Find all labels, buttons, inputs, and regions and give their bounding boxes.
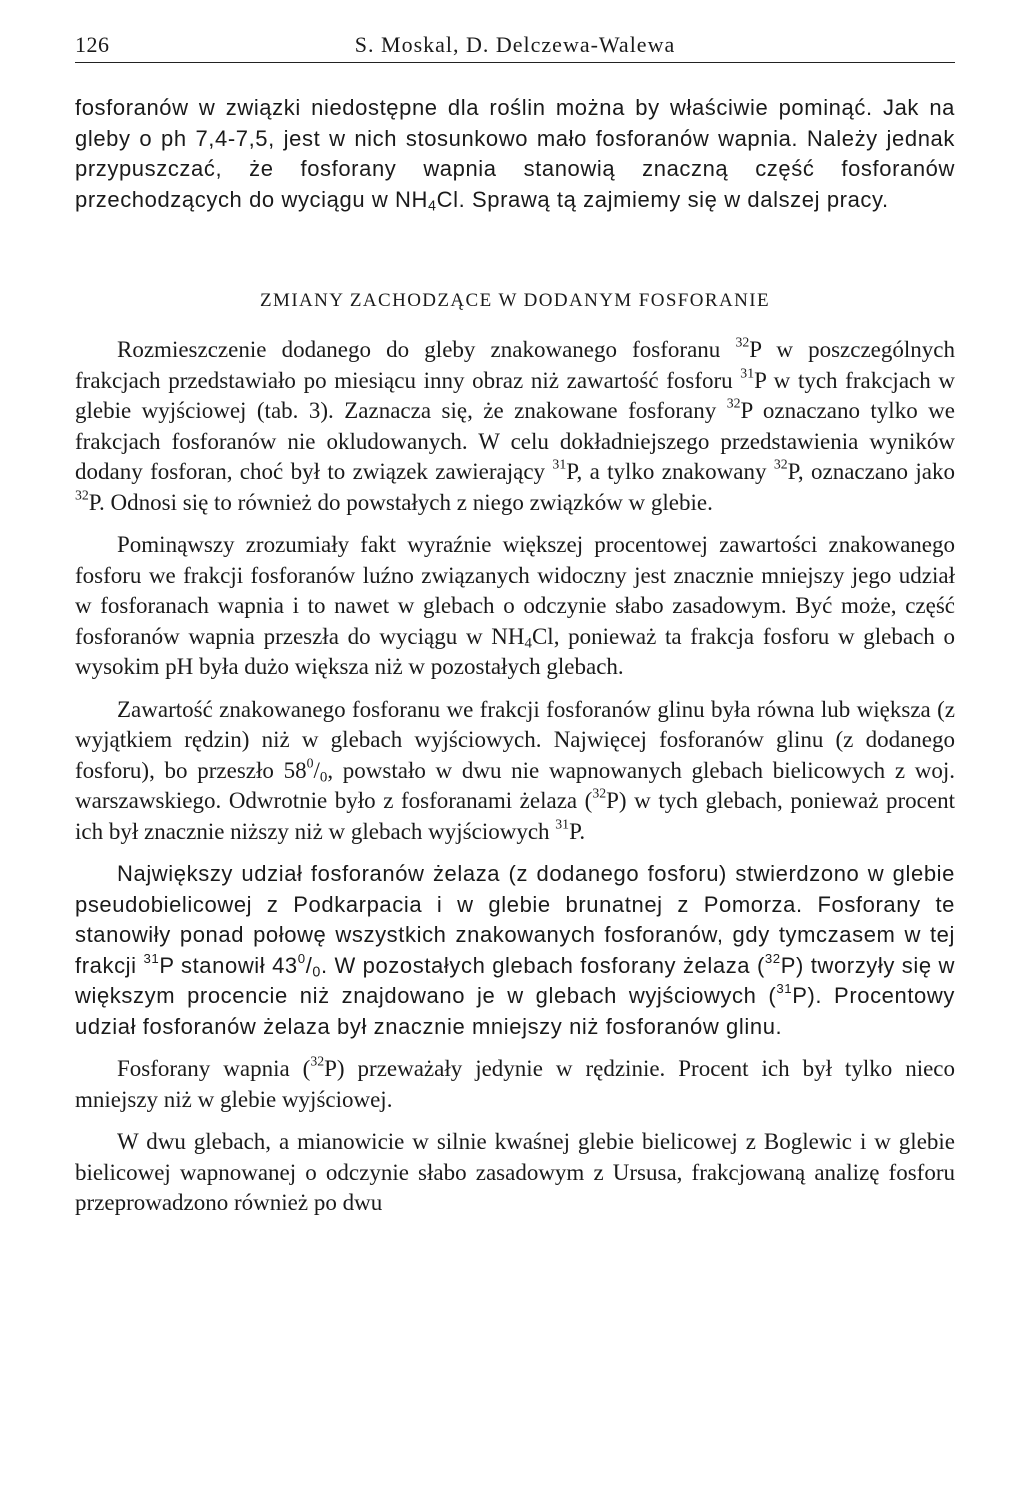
subscript: 4	[428, 198, 437, 215]
text-run: P w tych frakcjach w glebie wyjściowej (tab. 3). Zaznacza się, że znakowane fosforany	[75, 367, 955, 423]
section-body	[75, 335, 955, 1219]
paragraph-2	[75, 530, 955, 683]
superscript: 0	[306, 755, 314, 771]
text-run: . W pozostałych glebach fosforany żelaza (	[320, 952, 765, 978]
page	[75, 30, 955, 1219]
text-run: Największy udział fosforanów żelaza (z dodanego fosforu) stwierdzono w glebie pseudobielicowej z Podkarpacia i w glebie brunatnej z Pomorza. Fosforany te stanowiły ponad połowę wszystkich znakowanych fosforanów, gdy tymczasem w tej frakcji	[75, 861, 955, 978]
running-head	[75, 30, 955, 63]
text-run: P oznaczano tylko we frakcjach fosforanów nie okludowanych. W celu dokładniejszego przedstawienia wyników dodany fosforan, choć był to związek zawierający	[75, 398, 955, 484]
text-run: , powstało w dwu nie wapnowanych glebach bielicowych z woj. warszawskiego. Odwrotnie było z fosforanami żelaza (	[75, 757, 956, 813]
superscript: 0	[297, 950, 306, 966]
text-run: /	[305, 952, 313, 978]
subscript: 4	[524, 635, 532, 652]
section-heading: ZMIANY ZACHODZĄCE W DODANYM FOSFORANIE	[260, 290, 770, 311]
text-run: Fosforany wapnia (	[117, 1056, 311, 1081]
page-number: 126	[75, 32, 110, 57]
superscript: 31	[555, 816, 570, 832]
superscript: 32	[592, 785, 607, 801]
text-run: Zawartość znakowanego fosforanu we frakcji fosforanów glinu była równa lub większa (z wyjątkiem rędzin) niż w glebach wyjściowych. Najwięcej fosforanów glinu (z dodanego fosforu), bo przeszło 58	[75, 696, 955, 783]
text-run: Pominąwszy zrozumiały fakt wyraźnie większej procentowej zawartości znakowanego fosforu we frakcji fosforanów luźno związanych widoczny jest znacznie mniejszy jego udział w fosforanach wapnia i to nawet w glebach o odczynie słabo zasadowym. Być może, część fosforanów wapnia przeszła do wyciągu w NH	[75, 532, 955, 649]
superscript: 32	[310, 1053, 325, 1069]
text-run: P.	[569, 818, 586, 844]
paragraph-5	[75, 1054, 955, 1115]
text-run: P) przeważały jedynie w rędzinie. Procent ich był tylko nieco mniejszy niż w glebie wyjściowej.	[75, 1056, 956, 1112]
text-run: P w poszczególnych frakcjach przedstawiało po miesiącu inny obraz niż zawartość fosforu	[75, 337, 955, 393]
subscript: 0	[312, 964, 321, 981]
superscript: 32	[75, 487, 89, 503]
superscript: 31	[740, 365, 755, 381]
superscript: 32	[735, 334, 750, 350]
text-run: Cl. Sprawą tą zajmiemy się w dalszej pracy.	[436, 186, 889, 212]
superscript: 32	[764, 950, 781, 966]
paragraph-4	[75, 859, 955, 1042]
text-run: Cl, ponieważ ta frakcja fosforu w glebach o wysokim pH była dużo większa niż w pozostałych glebach.	[75, 623, 956, 679]
text-run: P. Odnosi się to również do powstałych z niego związków w glebie.	[88, 489, 713, 515]
superscript: 31	[143, 950, 160, 966]
superscript: 31	[776, 981, 793, 997]
text-run: /	[313, 757, 320, 783]
subscript: 0	[319, 769, 328, 786]
superscript: 31	[552, 456, 567, 472]
text-run: P) tworzyły się w większym procencie niż znajdowano je w glebach wyjściowych (	[75, 952, 955, 1008]
paragraph-6: W dwu glebach, a mianowicie w silnie kwaśnej glebie bielicowej z Boglewic i w glebie bielicowej wapnowanej o odczynie słabo zasadowym z Ursusa, frakcjowaną analizę fosforu przeprowadzono również po dwu	[75, 1129, 955, 1215]
superscript: 32	[773, 456, 788, 472]
text-run: Rozmieszczenie dodanego do gleby znakowanego fosforanu	[117, 337, 736, 362]
text-run: P stanowił 43	[159, 952, 298, 978]
superscript: 32	[726, 395, 741, 411]
paragraph-3	[75, 695, 955, 848]
text-run: P) w tych glebach, ponieważ procent ich był znacznie niższy niż w glebach wyjściowych	[75, 788, 955, 844]
paragraph-1	[75, 335, 955, 518]
intro-paragraph	[75, 93, 955, 215]
text-run: P). Procentowy udział fosforanów żelaza był znacznie mniejszy niż fosforanów glinu.	[75, 983, 955, 1039]
text-run: fosforanów w związki niedostępne dla roślin można by właściwie pominąć. Jak na gleby o ph 7,4-7,5, jest w nich stosunkowo mało fosforanów wapnia. Należy jednak przypuszczać, że fosforany wapnia stanowią znaczną część fosforanów przechodzących do wyciągu w NH	[75, 95, 955, 212]
text-run: P, a tylko znakowany	[566, 459, 774, 484]
text-run: P, oznaczano jako	[787, 459, 955, 484]
running-head-authors: S. Moskal, D. Delczewa-Walewa	[354, 32, 676, 57]
